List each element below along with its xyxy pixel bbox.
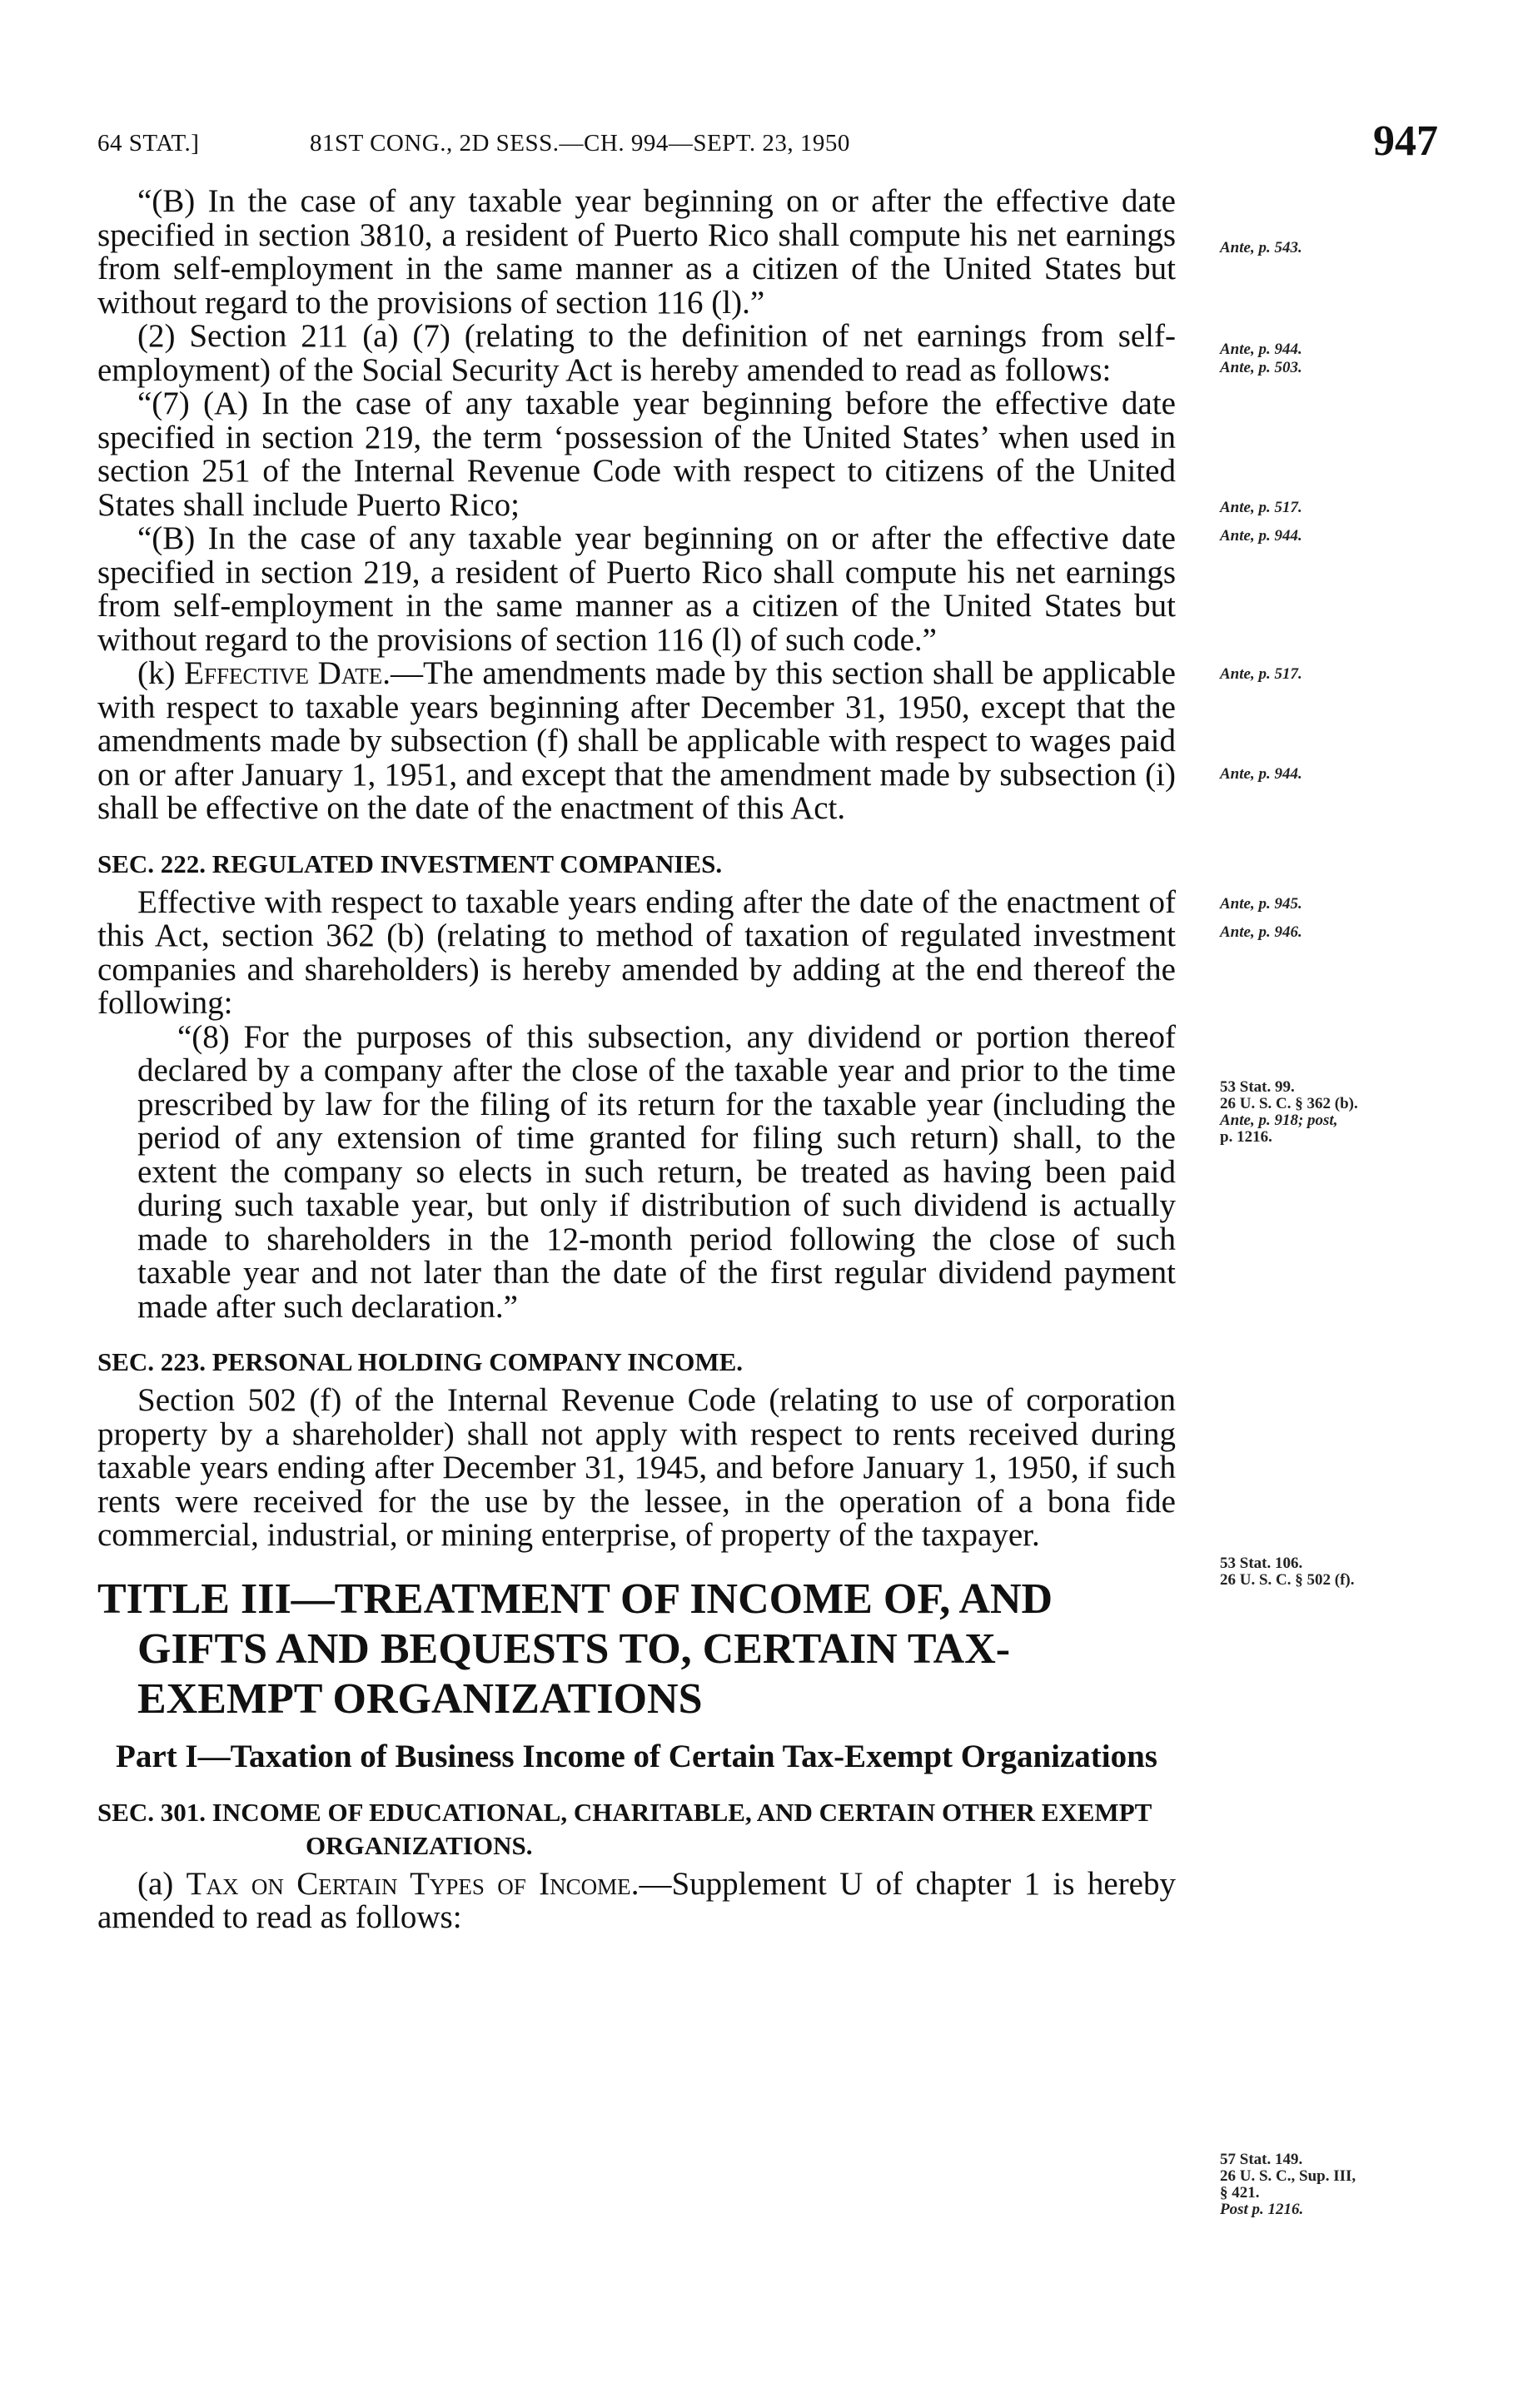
margin-note: Ante, p. 543. [1220, 239, 1302, 256]
section-222-heading: SEC. 222. REGULATED INVESTMENT COMPANIES. [97, 848, 723, 878]
paragraph-2-section-211: (2) Section 211 (a) (7) (relating to the definition of net earnings from self-employment) of the Social Security Act is hereby amended to read as follows: [97, 318, 1176, 388]
margin-note: Ante, p. 517. [1220, 499, 1302, 516]
part-i-heading: Part I—Taxation of Business Income of Certain Tax-Exempt Organizations [116, 1738, 1157, 1774]
paragraph-7a: “(7) (A) In the case of any taxable year beginning before the effective date specified in section 219, the term ‘possession of the United States’ when used in section 251 of the Internal Revenue Code with respect to citizens of the United States shall include Puerto Rico; [97, 386, 1176, 523]
paragraph-k-lead: (k) [137, 655, 185, 691]
paragraph-k-effective-date [97, 657, 1176, 826]
paragraph-b-puerto-rico: “(B) In the case of any taxable year beginning on or after the effective date specified in section 3810, a resident of Puerto Rico shall compute his net earnings from self-employment in the same manner as a citizen of the United States but without regard to the provisions of section 116 (l).” [97, 183, 1176, 321]
paragraph-k-text: .—The amendments made by this section shall be applicable with respect to taxable years beginning after December 31, 1950, except that the amendments made by subsection (f) shall be applicable with respect to wages paid on or after January 1, 1951, and except that the amendment made by subsection (i) shall be effective on the date of the enactment of this Act. [97, 655, 1176, 826]
section-301-text: .—Supplement U of chapter 1 is hereby amended to read as follows: [97, 1865, 1176, 1935]
margin-note: Ante, p. 944. [1220, 527, 1302, 545]
paragraph-7b: “(B) In the case of any taxable year beginning on or after the effective date specified in section 219, a resident of Puerto Rico shall compute his net earnings from self-employment in the same manner as a citizen of the United States but without regard to the provisions of section 116 (l) of such code.” [97, 520, 1176, 658]
section-301-lead: (a) [137, 1865, 187, 1902]
margin-note: Ante, p. 503. [1220, 359, 1302, 376]
margin-note: Ante, p. 945. [1220, 895, 1302, 913]
margin-note: Ante, p. 517. [1220, 665, 1302, 683]
section-301-caption: Tax on Certain Types of Income [186, 1865, 631, 1902]
page-header [97, 117, 1438, 183]
section-223-heading: SEC. 223. PERSONAL HOLDING COMPANY INCOME. [97, 1347, 744, 1376]
section-223-paragraph: Section 502 (f) of the Internal Revenue Code (relating to use of corporation property by a shareholder) shall not apply with respect to rents received during taxable years ending after December 31, 1945, and before January 1, 1950, if such rents were received for the use by the lessee, in the operation of a bona fide commercial, industrial, or mining enterprise, of property of the taxpayer. [97, 1382, 1176, 1553]
title-iii-heading: TITLE III—TREATMENT OF INCOME OF, AND GIFTS AND BEQUESTS TO, CERTAIN TAX-EXEMPT ORGANIZATIONS [97, 1575, 1053, 1723]
paragraph-k-caption: Effective Date [184, 655, 383, 691]
header-volume: 64 STAT.] [97, 130, 200, 157]
section-301-paragraph-a [97, 1865, 1176, 1935]
section-222-paragraph: Effective with respect to taxable years ending after the date of the enactment of this Act, section 362 (b) (relating to method of taxation of regulated investment companies and shareholders) is hereby amended by adding at the end thereof the following: [97, 883, 1176, 1021]
header-session-info: 81ST CONG., 2D SESS.—CH. 994—SEPT. 23, 1950 [310, 130, 850, 157]
margin-note: Ante, p. 946. [1220, 923, 1302, 941]
margin-note: Ante, p. 944. [1220, 765, 1302, 783]
section-222-quoted-paragraph: “(8) For the purposes of this subsection, any dividend or portion thereof declared by a company after the close of the taxable year and prior to the time prescribed by law for the filing of its return for the taxable year (including the period of any extension of time granted for filing such return) shall, to the extent the company so elects in such return, be treated as having been paid during such taxable year, but only if distribution of such dividend is actually made to shareholders in the 12-month period following the close of such taxable year and not later than the date of the first regular dividend payment made after such declaration.” [137, 1018, 1176, 1325]
margin-note-section-222: 53 Stat. 99. 26 U. S. C. § 362 (b). Ante, p. 918; post, p. 1216. [1220, 1078, 1358, 1146]
margin-note-section-301: 57 Stat. 149. 26 U. S. C., Sup. III, § 421. Post p. 1216. [1220, 2151, 1356, 2218]
margin-note: Ante, p. 944. [1220, 341, 1302, 358]
section-301-heading: SEC. 301. INCOME OF EDUCATIONAL, CHARITABLE, AND CERTAIN OTHER EXEMPT ORGANIZATIONS. [97, 1797, 1152, 1860]
margin-note-section-223: 53 Stat. 106. 26 U. S. C. § 502 (f). [1220, 1555, 1355, 1589]
page-number: 947 [1373, 117, 1438, 165]
main-text [97, 185, 1176, 1935]
